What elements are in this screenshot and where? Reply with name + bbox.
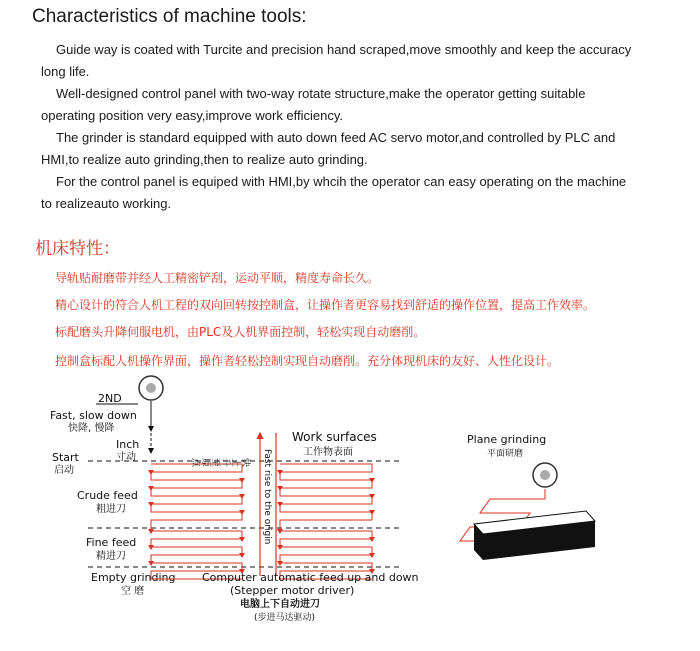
feed-path-right bbox=[280, 464, 372, 579]
label-start-en: Start bbox=[52, 451, 79, 464]
heading-chinese: 机床特性： bbox=[35, 239, 120, 259]
paragraph-3 bbox=[41, 127, 661, 171]
label-fast-slow-en: Fast, slow down bbox=[50, 409, 137, 422]
paragraph-4 bbox=[41, 171, 661, 215]
heading-english: Characteristics of machine tools: bbox=[32, 6, 307, 27]
label-2nd: 2ND bbox=[98, 392, 122, 405]
paragraph-cn-3: 标配磨头升降伺服电机，由PLC及人机界面控制，轻松实现自动磨削。 bbox=[55, 325, 426, 339]
label-inch-cn: 寸动 bbox=[116, 452, 136, 463]
label-crude-en: Crude feed bbox=[77, 489, 138, 502]
feed-path-left bbox=[151, 464, 242, 579]
label-fine-cn: 精进刀 bbox=[96, 551, 126, 562]
label-stepper-en: (Stepper motor driver) bbox=[230, 584, 355, 597]
label-empty-cn: 空 磨 bbox=[121, 586, 145, 597]
label-start-cn: 启动 bbox=[54, 465, 74, 476]
paragraph-cn-4: 控制盒标配人机操作界面，操作者轻松控制实现自动磨削。充分体现机床的友好、人性化设计。 bbox=[55, 354, 560, 368]
paragraph-1 bbox=[41, 39, 661, 83]
label-work-cn: 工作物表面 bbox=[303, 447, 353, 458]
label-fast-rise-cn: 快上升至原点 bbox=[191, 456, 251, 466]
label-computer-cn: 电脑上下自动进刀 bbox=[240, 599, 320, 610]
label-plane-en: Plane grinding bbox=[467, 433, 547, 446]
paragraph-2-line-2: operating position very easy,improve work efficiency. bbox=[41, 108, 344, 123]
label-work-en: Work surfaces bbox=[292, 430, 377, 444]
grinding-wheel-icon bbox=[139, 376, 163, 400]
paragraph-3-line-2: HMI,to realize auto grinding,then to realize auto grinding. bbox=[41, 152, 368, 167]
grinding-feed-diagram bbox=[0, 371, 700, 651]
label-fine-en: Fine feed bbox=[86, 536, 137, 549]
paragraph-1-line-1: Guide way is coated with Turcite and precision hand scraped,move smoothly and keep the accuracy bbox=[56, 42, 632, 57]
paragraph-2-line-1: Well-designed control panel with two-way rotate structure,make the operator getting suitable bbox=[56, 86, 586, 101]
label-empty-en: Empty grinding bbox=[91, 571, 176, 584]
label-plane-cn: 平面研磨 bbox=[487, 449, 524, 459]
paragraph-cn-2: 精心设计的符合人机工程的双向回转按控制盒，让操作者更容易找到舒适的操作位置，提高工作效率。 bbox=[55, 298, 596, 312]
workpiece-block bbox=[474, 511, 595, 560]
paragraph-cn-1: 导轨贴耐磨带并经人工精密铲刮，运动平顺，精度寿命长久。 bbox=[55, 271, 380, 285]
label-stepper-cn: (步进马达驱动) bbox=[254, 613, 316, 623]
label-inch-en: Inch bbox=[116, 438, 140, 451]
plane-grinding-wheel-icon bbox=[533, 463, 557, 487]
paragraph-4-line-1: For the control panel is equiped with HMI,by whcih the operator can easy operating on the machine bbox=[56, 174, 627, 189]
label-fast-slow-cn: 快降, 慢降 bbox=[68, 423, 115, 434]
label-crude-cn: 粗进刀 bbox=[96, 504, 126, 515]
label-computer-en: Computer automatic feed up and down bbox=[202, 571, 419, 584]
paragraph-3-line-1: The grinder is standard equipped with auto down feed AC servo motor,and controlled by PLC and bbox=[56, 130, 616, 145]
paragraph-2 bbox=[41, 83, 661, 127]
label-fast-rise-en: Fast rise to the origin bbox=[262, 449, 272, 545]
paragraph-1-line-2: long life. bbox=[41, 64, 90, 79]
paragraph-4-line-2: to realizeauto working. bbox=[41, 196, 172, 211]
